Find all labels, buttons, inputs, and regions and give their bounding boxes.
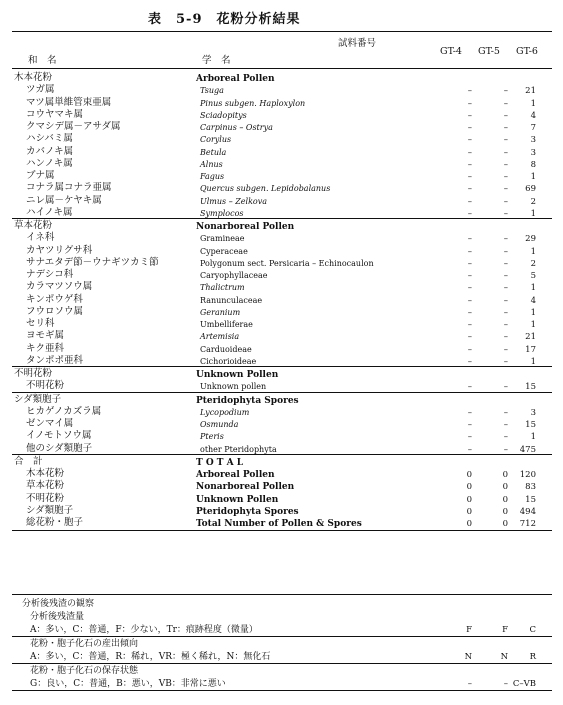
value-cell-col-2: 0 (502, 506, 508, 517)
value-cell-col-1: – (467, 147, 472, 158)
value-cell-col-2: – (503, 320, 508, 330)
header-col-gt5: GT-5 (478, 46, 500, 57)
value-cell-col-2: – (503, 332, 508, 343)
notes-item-label: 花粉・胞子化石の産出傾向 (30, 639, 139, 649)
group-rule (12, 366, 552, 367)
value-cell-col-3: 494 (519, 506, 536, 517)
value-cell-col-3: 712 (519, 519, 536, 529)
taxon-name-sci: Fagus (200, 172, 225, 181)
taxon-name-sci: Ulmus – Zelkova (200, 196, 268, 206)
taxon-name-jp: ニレ属－ケヤキ属 (26, 194, 102, 206)
total-row-sci: Pteridophyta Spores (196, 506, 299, 517)
taxon-name-sci: Pinus subgen. Haploxylon (200, 98, 306, 108)
total-bottom-rule (12, 530, 552, 531)
value-cell-col-2: – (503, 432, 508, 443)
value-cell-col-1: – (467, 332, 472, 343)
taxon-name-sci: Ranunculaceae (200, 295, 263, 305)
value-cell-col-3: 3 (530, 135, 536, 146)
value-cell-col-3: 1 (530, 356, 536, 367)
value-cell-col-2: – (503, 407, 508, 418)
value-cell-col-2: – (503, 344, 508, 355)
value-cell-col-3: 15 (525, 420, 536, 430)
value-cell-col-3: 8 (530, 159, 536, 170)
value-cell-col-2: – (503, 123, 508, 133)
taxon-name-sci: Polygonum sect. Persicaria – Echinocaulon (200, 258, 374, 268)
group-label-jp: 不明花粉 (14, 368, 53, 379)
value-cell-col-1: – (467, 172, 472, 182)
taxon-name-jp: ツガ属 (26, 84, 55, 96)
value-cell-col-1: – (467, 420, 472, 430)
taxon-name-sci: Cichorioideae (200, 356, 257, 366)
taxon-name-sci: Tsuga (200, 86, 224, 96)
value-cell-col-1: 0 (466, 470, 472, 480)
value-cell-col-3: 1 (530, 432, 536, 443)
value-cell-col-2: – (503, 159, 508, 170)
value-cell-col-1: – (467, 344, 472, 355)
notes-value-col-3: R (529, 652, 536, 662)
group-label-sci: Unknown Pollen (196, 370, 279, 380)
notes-value-col-1: N (464, 652, 472, 662)
value-cell-col-1: 0 (466, 519, 472, 529)
value-cell-col-1: – (467, 196, 472, 207)
value-cell-col-3: 1 (530, 172, 536, 182)
taxon-name-jp: 不明花粉 (26, 380, 65, 392)
value-cell-col-2: – (503, 382, 508, 393)
group-rule (12, 218, 552, 219)
taxon-name-jp: マツ属単維管束亜属 (26, 96, 112, 108)
taxon-name-sci: Sciadopitys (200, 110, 247, 120)
taxon-name-sci: Gramineae (200, 234, 245, 244)
notes-title: 分析後残渣の観察 (22, 599, 95, 609)
taxon-name-jp: キンポウゲ科 (26, 293, 83, 305)
group-label-sci: Nonarboreal Pollen (196, 222, 295, 232)
value-cell-col-3: 1 (530, 320, 536, 330)
value-cell-col-2: – (503, 444, 508, 455)
taxon-name-jp: イネ科 (26, 232, 55, 244)
taxon-name-sci: Osmunda (200, 420, 239, 429)
group-label-jp: 木本花粉 (14, 72, 53, 83)
notes-item-legend: G：良い，C：普通，B：悪い，VB：非常に悪い (30, 679, 226, 689)
notes-value-col-1: – (467, 679, 472, 689)
value-cell-col-1: – (467, 295, 472, 306)
taxon-name-sci: Alnus (200, 159, 223, 169)
value-cell-col-2: – (503, 356, 508, 367)
value-cell-col-2: – (503, 234, 508, 245)
value-cell-col-2: – (503, 135, 508, 146)
taxon-name-sci: Pteris (200, 432, 224, 442)
taxon-name-jp: ブナ属 (26, 170, 55, 181)
total-label-jp: 合 計 (14, 455, 43, 467)
total-row-sci: Total Number of Pollen & Spores (196, 519, 362, 529)
value-cell-col-2: – (503, 295, 508, 306)
value-cell-col-2: – (503, 172, 508, 182)
taxon-name-jp: 他のシダ類胞子 (26, 442, 93, 454)
value-cell-col-2: – (503, 271, 508, 281)
value-cell-col-2: 0 (502, 494, 508, 505)
value-cell-col-3: 1 (530, 246, 536, 257)
value-cell-col-3: 120 (519, 470, 536, 480)
group-label-sci: Pteridophyta Spores (196, 395, 299, 406)
value-cell-col-3: 2 (530, 196, 536, 207)
value-cell-col-3: 1 (530, 307, 536, 318)
value-cell-col-1: – (467, 356, 472, 367)
taxon-name-jp: ハシバミ属 (26, 133, 73, 145)
value-cell-col-3: 475 (519, 444, 536, 455)
taxon-name-sci: Betula (200, 147, 227, 157)
taxon-name-jp: ナデシコ科 (26, 269, 74, 280)
total-row-jp: 不明花粉 (26, 492, 65, 504)
value-cell-col-1: – (467, 234, 472, 245)
total-label-sci: T O T A L (196, 457, 244, 468)
value-cell-col-2: – (503, 86, 508, 97)
value-cell-col-1: 0 (466, 482, 472, 493)
value-cell-col-2: 0 (502, 470, 508, 480)
notes-value-col-2: N (500, 652, 508, 662)
value-cell-col-3: 83 (525, 482, 536, 493)
taxon-name-sci: Umbelliferae (200, 320, 253, 329)
group-label-jp: シダ類胞子 (14, 393, 62, 405)
value-cell-col-3: 2 (530, 258, 536, 269)
taxon-name-sci: Carpinus – Ostrya (200, 123, 273, 132)
notes-item-rule (12, 636, 552, 637)
value-cell-col-3: 4 (530, 110, 536, 121)
total-row-sci: Unknown Pollen (196, 494, 279, 505)
taxon-name-jp: イノモトソウ属 (26, 430, 92, 442)
value-cell-col-2: 0 (502, 519, 508, 529)
taxon-name-sci: Unknown pollen (200, 382, 267, 392)
taxon-name-sci: Symplocos (200, 208, 244, 218)
total-row-jp: 草本花粉 (26, 480, 65, 492)
value-cell-col-1: – (467, 246, 472, 257)
total-row-jp: 総花粉・胞子 (26, 517, 84, 528)
value-cell-col-1: – (467, 444, 472, 455)
value-cell-col-1: – (467, 159, 472, 170)
taxon-name-sci: Thalictrum (200, 283, 245, 293)
value-cell-col-2: – (503, 110, 508, 121)
taxon-name-jp: タンポポ亜科 (26, 354, 84, 366)
taxon-name-sci: Corylus (200, 135, 232, 145)
value-cell-col-3: 21 (525, 86, 536, 97)
taxon-name-jp: サナエタデ節－ウナギツカミ節 (26, 256, 159, 268)
value-cell-col-2: – (503, 283, 508, 294)
header-rule (12, 68, 552, 69)
taxon-name-sci: Geranium (200, 307, 241, 317)
notes-item-legend: A：多い，C：普通，F：少ない，Tr：痕跡程度（微量） (30, 625, 258, 635)
notes-value-col-1: F (466, 625, 472, 635)
value-cell-col-1: – (467, 123, 472, 133)
total-row-jp: 木本花粉 (26, 468, 65, 479)
taxon-name-jp: ヨモギ属 (26, 330, 65, 342)
value-cell-col-3: 1 (530, 208, 536, 219)
value-cell-col-2: – (503, 196, 508, 207)
value-cell-col-1: – (467, 432, 472, 443)
value-cell-col-2: – (503, 258, 508, 269)
taxon-name-jp: フウロソウ属 (26, 305, 84, 317)
value-cell-col-1: 0 (466, 506, 472, 517)
value-cell-col-1: – (467, 135, 472, 146)
value-cell-col-1: – (467, 98, 472, 109)
taxon-name-sci: Lycopodium (200, 407, 250, 417)
taxon-name-sci: Cyperaceae (200, 246, 248, 256)
value-cell-col-3: 15 (525, 494, 536, 505)
value-cell-col-1: – (467, 86, 472, 97)
notes-top-rule (12, 594, 552, 595)
taxon-name-jp: ゼンマイ属 (26, 418, 74, 429)
total-row-sci: Nonarboreal Pollen (196, 482, 295, 493)
value-cell-col-2: – (503, 208, 508, 219)
taxon-name-jp: セリ科 (26, 318, 55, 329)
value-cell-col-3: 1 (530, 283, 536, 294)
value-cell-col-2: 0 (502, 482, 508, 493)
header-jp-name: 和 名 (28, 55, 57, 66)
sample-number-label: 試料番号 (338, 38, 377, 49)
value-cell-col-3: 1 (530, 98, 536, 109)
value-cell-col-1: – (467, 320, 472, 330)
header-col-gt6: GT-6 (516, 46, 538, 57)
value-cell-col-1: – (467, 110, 472, 121)
group-label-jp: 草本花粉 (14, 220, 53, 231)
value-cell-col-1: – (467, 407, 472, 418)
value-cell-col-2: – (503, 184, 508, 195)
notes-item-label: 花粉・胞子化石の保存状態 (30, 666, 139, 676)
value-cell-col-1: – (467, 208, 472, 219)
taxon-name-sci: other Pteridophyta (200, 444, 277, 454)
total-row-sci: Arboreal Pollen (196, 470, 275, 480)
value-cell-col-2: – (503, 98, 508, 109)
value-cell-col-2: – (503, 420, 508, 430)
taxon-name-sci: Quercus subgen. Lepidobalanus (200, 184, 331, 194)
taxon-name-sci: Artemisia (200, 332, 240, 342)
taxon-name-jp: カヤツリグサ科 (26, 244, 93, 256)
value-cell-col-3: 69 (525, 184, 536, 195)
header-col-gt4: GT-4 (440, 46, 462, 57)
value-cell-col-3: 15 (525, 382, 536, 393)
value-cell-col-3: 17 (525, 344, 536, 355)
value-cell-col-3: 4 (530, 295, 536, 306)
value-cell-col-1: – (467, 271, 472, 281)
value-cell-col-1: – (467, 184, 472, 195)
taxon-name-sci: Carduoideae (200, 344, 252, 354)
header-sci-name: 学 名 (202, 55, 231, 66)
notes-value-col-3: C–VB (512, 679, 536, 689)
value-cell-col-3: 3 (530, 407, 536, 418)
value-cell-col-3: 3 (530, 147, 536, 158)
taxon-name-jp: カバノキ属 (26, 145, 74, 157)
value-cell-col-3: 21 (525, 332, 536, 343)
value-cell-col-1: – (467, 283, 472, 294)
value-cell-col-2: – (503, 307, 508, 318)
notes-value-col-3: C (529, 625, 536, 635)
taxon-name-jp: カラマツソウ属 (26, 281, 93, 293)
value-cell-col-1: – (467, 382, 472, 393)
value-cell-col-3: 29 (525, 234, 536, 245)
value-cell-col-1: 0 (466, 494, 472, 505)
group-rule (12, 454, 552, 455)
value-cell-col-3: 7 (530, 123, 536, 133)
value-cell-col-2: – (503, 147, 508, 158)
group-rule (12, 392, 552, 393)
taxon-name-sci: Caryophyllaceae (200, 271, 268, 280)
group-label-sci: Arboreal Pollen (196, 74, 275, 84)
taxon-name-jp: コナラ属コナラ亜属 (26, 182, 112, 194)
notes-item-rule (12, 663, 552, 664)
taxon-name-jp: ハンノキ属 (26, 157, 73, 169)
notes-value-col-2: F (502, 625, 508, 635)
value-cell-col-2: – (503, 246, 508, 257)
taxon-name-jp: コウヤマキ属 (26, 108, 84, 120)
value-cell-col-3: 5 (530, 271, 536, 281)
taxon-name-jp: クマシデ属－アサダ属 (26, 121, 121, 132)
table-title: 表 5-9 花粉分析結果 (148, 12, 301, 27)
notes-item-legend: A：多い，C：普通，R：稀れ，VR：極く稀れ，N：無化石 (30, 652, 271, 662)
taxon-name-jp: ヒカゲノカズラ属 (26, 405, 102, 417)
taxon-name-jp: キク亜科 (26, 342, 65, 354)
notes-value-col-2: – (503, 679, 508, 689)
notes-item-rule (12, 690, 552, 691)
total-row-jp: シダ類胞子 (26, 504, 74, 516)
notes-item-label: 分析後残渣量 (30, 612, 85, 622)
taxon-name-jp: ハイノキ属 (26, 206, 73, 218)
value-cell-col-1: – (467, 307, 472, 318)
top-rule (12, 31, 552, 32)
value-cell-col-1: – (467, 258, 472, 269)
